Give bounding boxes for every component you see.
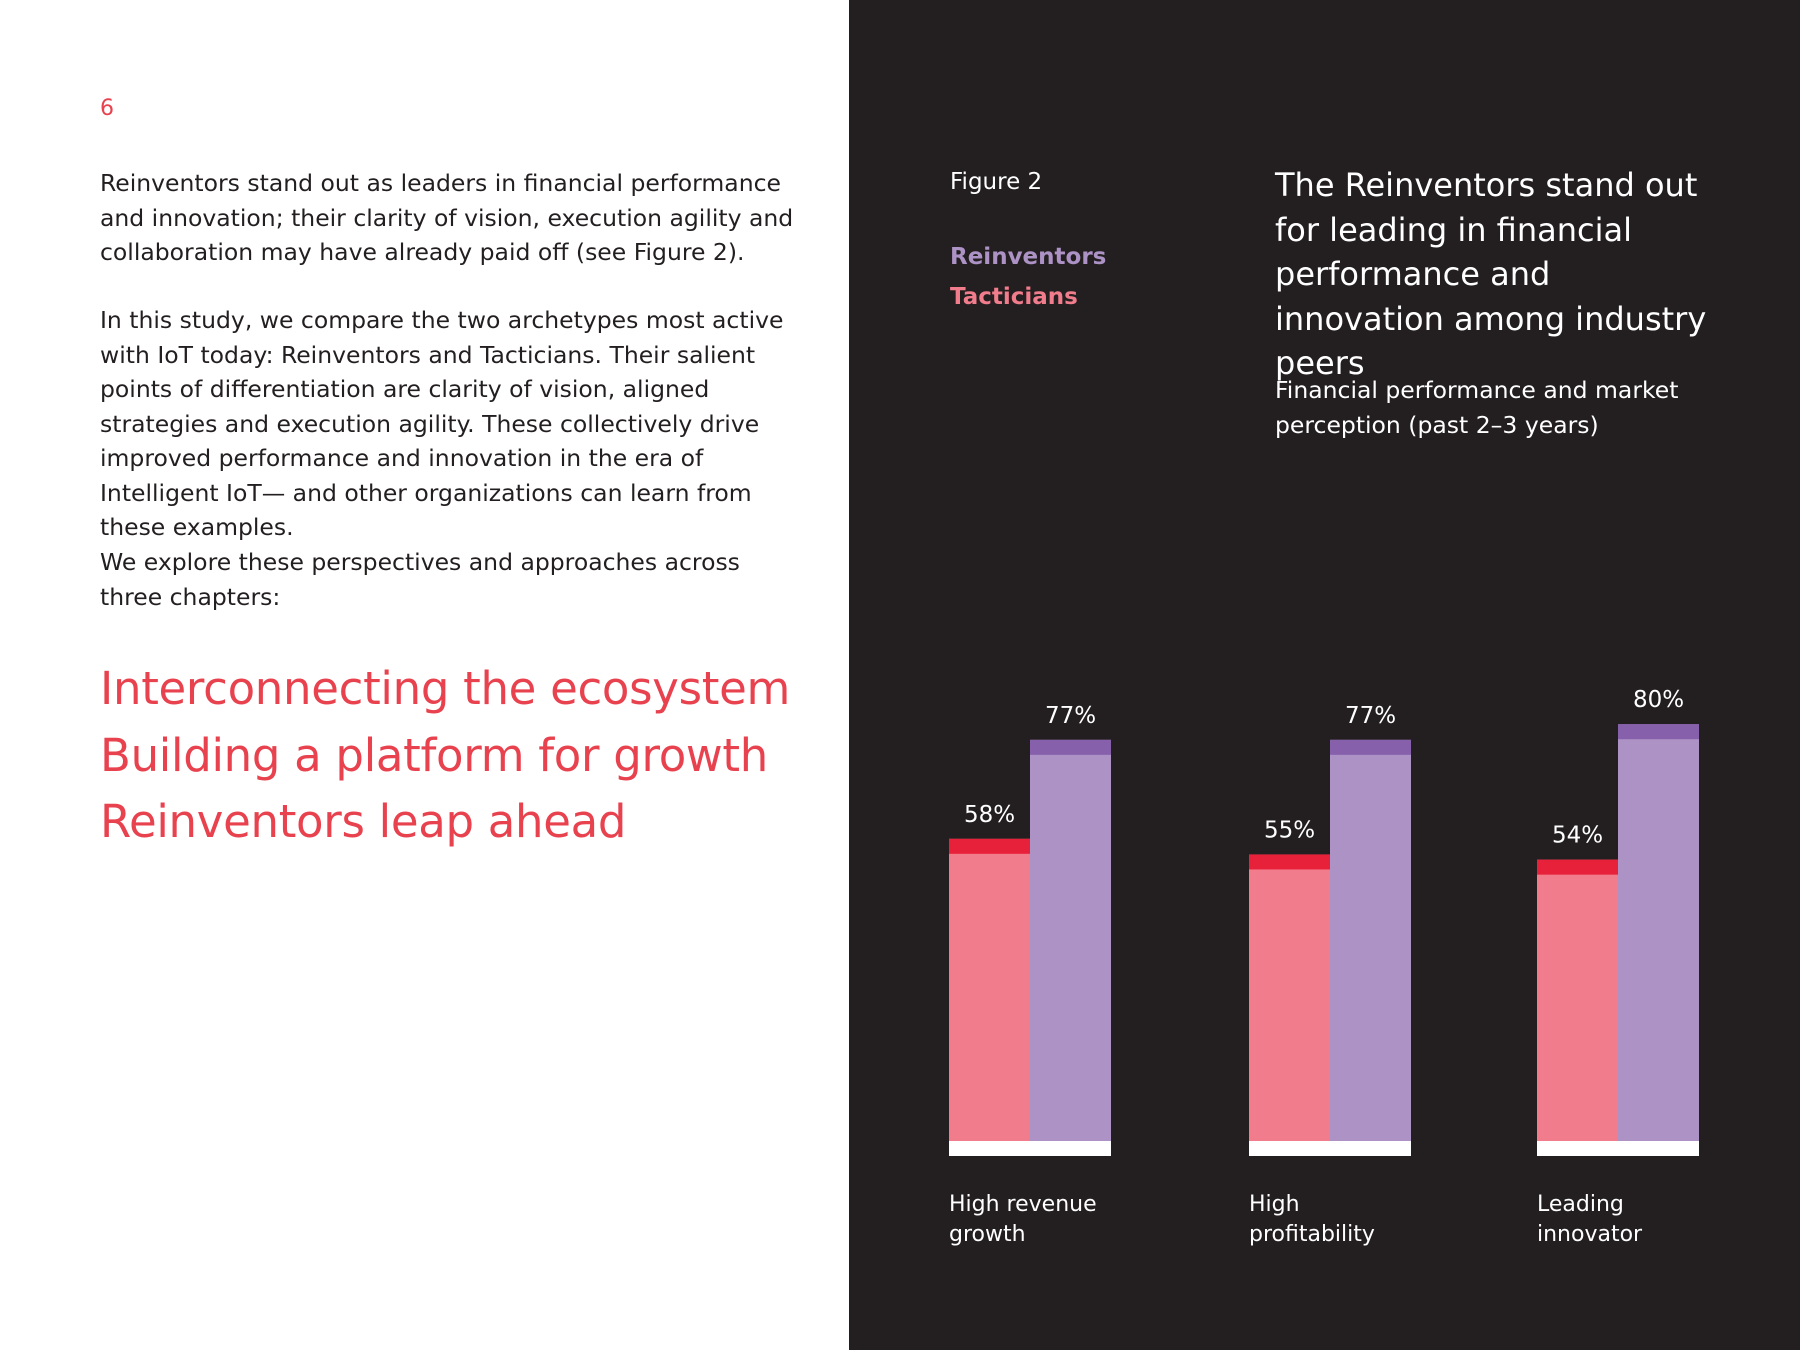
category-label-line: High bbox=[1249, 1192, 1300, 1217]
bar-cap-reinventors-innovator bbox=[1618, 724, 1699, 739]
data-label-reinventors-revenue-growth: 77% bbox=[1044, 702, 1097, 729]
category-label-line: growth bbox=[949, 1222, 1026, 1247]
page-number: 6 bbox=[100, 96, 114, 121]
bar-reinventors-revenue-growth bbox=[1030, 740, 1111, 1141]
category-label-line: High revenue bbox=[949, 1192, 1097, 1217]
data-label-tacticians-profitability: 55% bbox=[1263, 817, 1316, 844]
study-paragraph: In this study, we compare the two archetypes most active with IoT today: Reinventors and Tacticians. Their salient points of differentiation are clarity of vision, aligned strategies and execution agility. These collectively drive improved performance and innovation in the era of Intelligent IoT— and other organizations can learn from these examples. bbox=[100, 306, 784, 541]
data-label-reinventors-innovator: 80% bbox=[1632, 687, 1685, 714]
bar-reinventors-innovator bbox=[1618, 724, 1699, 1141]
bar-cap-reinventors-revenue-growth bbox=[1030, 740, 1111, 755]
figure-subtitle: Financial performance and market perception (past 2–3 years) bbox=[1275, 376, 1679, 439]
legend-reinventors: Reinventors bbox=[950, 244, 1107, 270]
bar-tacticians-innovator bbox=[1537, 860, 1618, 1141]
figure-label: Figure 2 bbox=[950, 169, 1043, 195]
data-label-reinventors-profitability: 77% bbox=[1344, 702, 1397, 729]
data-label-tacticians-revenue-growth: 58% bbox=[963, 801, 1016, 828]
bar-cap-tacticians-profitability bbox=[1249, 854, 1330, 869]
chapter-link-leap-ahead[interactable]: Reinventors leap ahead bbox=[100, 795, 627, 848]
bar-tacticians-profitability bbox=[1249, 854, 1330, 1141]
chapter-link-interconnecting[interactable]: Interconnecting the ecosystem bbox=[100, 662, 791, 715]
chapter-link-platform[interactable]: Building a platform for growth bbox=[100, 728, 768, 782]
legend-tacticians: Tacticians bbox=[950, 284, 1078, 310]
intro-paragraph: Reinventors stand out as leaders in financial performance and innovation; their clarity of vision, execution agility and collaboration may have already paid off (see Figure 2). bbox=[100, 169, 794, 266]
category-label-innovator bbox=[1537, 1192, 1643, 1247]
baseline-revenue-growth bbox=[949, 1141, 1111, 1156]
category-label-revenue-growth bbox=[949, 1192, 1097, 1247]
bar-cap-tacticians-innovator bbox=[1537, 860, 1618, 875]
category-label-line: innovator bbox=[1537, 1222, 1643, 1247]
category-label-line: Leading bbox=[1537, 1192, 1624, 1217]
baseline-innovator bbox=[1537, 1141, 1699, 1156]
bar-cap-reinventors-profitability bbox=[1330, 740, 1411, 755]
category-label-line: profitability bbox=[1249, 1222, 1375, 1247]
baseline-profitability bbox=[1249, 1141, 1411, 1156]
category-label-profitability bbox=[1249, 1192, 1375, 1247]
bar-cap-tacticians-revenue-growth bbox=[949, 839, 1030, 854]
data-label-tacticians-innovator: 54% bbox=[1551, 822, 1604, 849]
figure-title: The Reinventors stand out for leading in financial performance and innovation among industry peers bbox=[1275, 166, 1707, 382]
bar-tacticians-revenue-growth bbox=[949, 839, 1030, 1141]
chapters-intro-paragraph: We explore these perspectives and approaches across three chapters: bbox=[100, 548, 740, 611]
bar-reinventors-profitability bbox=[1330, 740, 1411, 1141]
